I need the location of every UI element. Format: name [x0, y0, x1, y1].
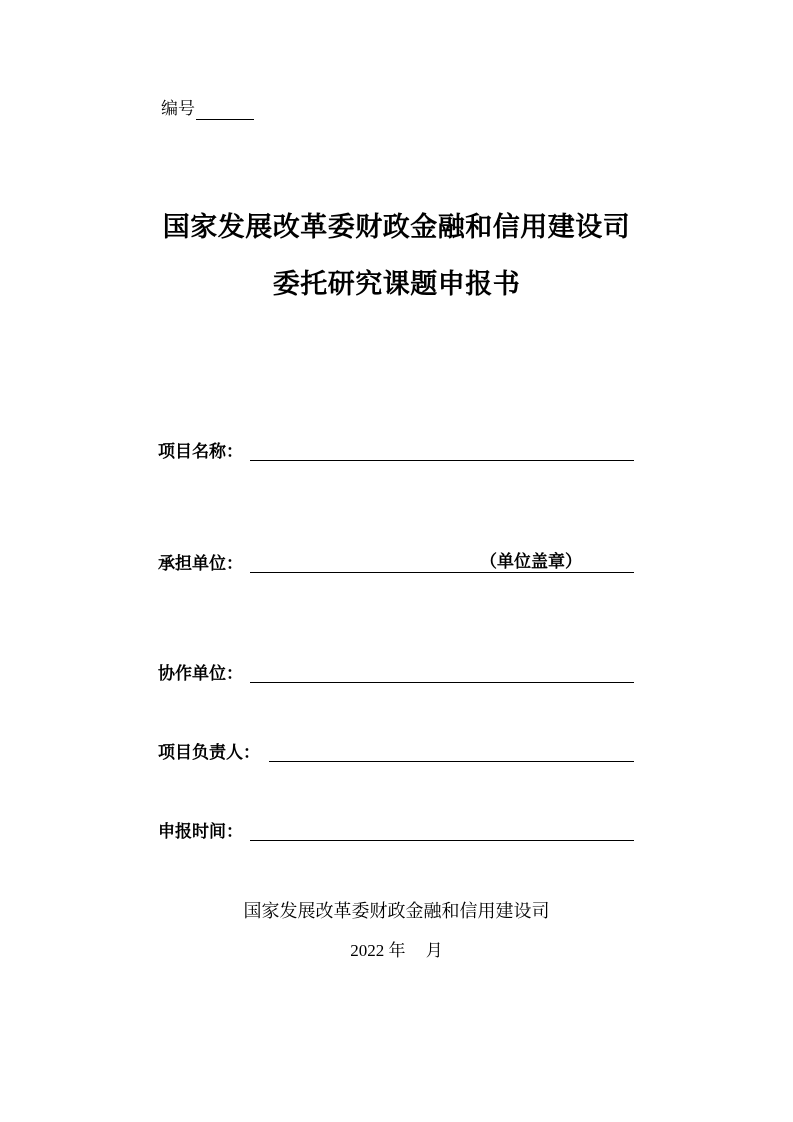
cooperating-unit-label: 协作单位：: [158, 664, 243, 684]
issue-date: [0, 939, 793, 963]
serial-number-label: 编号: [161, 99, 195, 119]
application-date-label: 申报时间：: [158, 822, 243, 842]
project-leader-label: 项目负责人：: [158, 743, 260, 763]
document-title-line-2: 委托研究课题申报书: [272, 269, 521, 300]
unit-seal-note: （单位盖章）: [480, 552, 582, 572]
year-unit: 年: [388, 941, 406, 960]
document-title-line-1: 国家发展改革委财政金融和信用建设司: [162, 212, 631, 243]
serial-number-blank[interactable]: [196, 101, 254, 120]
issuing-organization: 国家发展改革委财政金融和信用建设司: [243, 901, 550, 922]
project-name-field[interactable]: [250, 460, 634, 461]
cooperating-unit-field[interactable]: [250, 682, 634, 683]
serial-number: [161, 98, 254, 120]
project-leader-field[interactable]: [269, 761, 634, 762]
month-unit: 月: [425, 941, 443, 960]
issue-year: 2022: [350, 941, 385, 960]
project-name-label: 项目名称：: [158, 442, 243, 462]
undertaking-unit-label: 承担单位：: [158, 554, 243, 574]
application-date-field[interactable]: [250, 840, 634, 841]
